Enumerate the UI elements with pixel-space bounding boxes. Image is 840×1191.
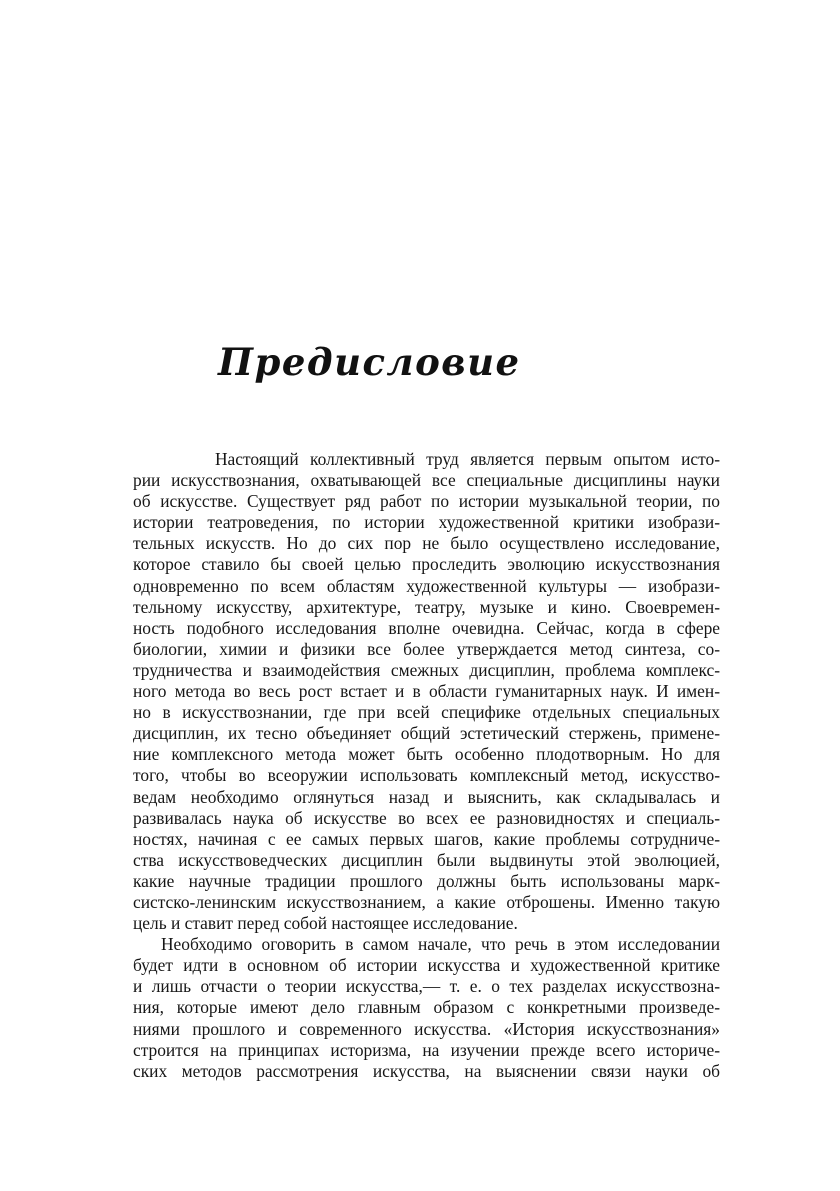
- text-line: ства искусствоведческих дисциплин были выдвинуты этой эволюцией,: [133, 849, 720, 870]
- text-line: тельному искусству, архитектуре, театру, музыке и кино. Своевремен-: [133, 596, 720, 617]
- text-line: рии искусствознания, охватывающей все специальные дисциплины науки: [133, 470, 720, 491]
- text-line: развивалась наука об искусстве во всех ее разновидностях и специаль-: [133, 807, 720, 828]
- text-line: ность подобного исследования вполне очевидна. Сейчас, когда в сфере: [133, 617, 720, 638]
- text-line: ного метода во весь рост встает и в области гуманитарных наук. И имен-: [133, 681, 720, 702]
- text-line: истории театроведения, по истории художественной критики изобрази-: [133, 512, 720, 533]
- text-line: ния, которые имеют дело главным образом с конкретными произведе-: [133, 997, 720, 1018]
- text-line: ние комплексного метода может быть особенно плодотворным. Но для: [133, 744, 720, 765]
- text-line: об искусстве. Существует ряд работ по истории музыкальной теории, по: [133, 491, 720, 512]
- text-line: строится на принципах историзма, на изучении прежде всего историче-: [133, 1039, 720, 1060]
- text-line: одновременно по всем областям художественной культуры — изобрази-: [133, 575, 720, 596]
- text-line: тельных искусств. Но до сих пор не было осуществлено исследование,: [133, 533, 720, 554]
- text-line: цель и ставит перед собой настоящее исследование.: [133, 913, 518, 934]
- text-line: ских методов рассмотрения искусства, на выяснении связи науки об: [133, 1060, 720, 1081]
- text-line: ведам необходимо оглянуться назад и выяснить, как складывалась и: [133, 786, 720, 807]
- text-line: ниями прошлого и современного искусства. «История искусствознания»: [133, 1018, 720, 1039]
- text-line: будет идти в основном об истории искусства и художественной критике: [133, 955, 720, 976]
- text-line: Настоящий коллективный труд является первым опытом исто-: [215, 449, 720, 469]
- text-line: трудничества и взаимодействия смежных дисциплин, проблема комплекс-: [133, 659, 720, 680]
- text-line: ностях, начиная с ее самых первых шагов, какие проблемы сотрудниче-: [133, 828, 720, 849]
- body-text: [133, 449, 720, 1082]
- chapter-title: Предисловие: [218, 340, 521, 384]
- paragraph-1: [133, 449, 720, 934]
- text-line: того, чтобы во всеоружии использовать комплексный метод, искусство-: [133, 765, 720, 786]
- text-line: биологии, химии и физики все более утверждается метод синтеза, со-: [133, 638, 720, 659]
- text-line: и лишь отчасти о теории искусства,— т. е. о тех разделах искусствозна-: [133, 976, 720, 997]
- text-line: дисциплин, их тесно объединяет общий эстетический стержень, примене-: [133, 723, 720, 744]
- paragraph-2: [133, 934, 720, 1082]
- text-line: систско-ленинским искусствознанием, а какие отброшены. Именно такую: [133, 891, 720, 912]
- text-line: но в искусствознании, где при всей специфике отдельных специальных: [133, 702, 720, 723]
- text-line: которое ставило бы своей целью проследить эволюцию искусствознания: [133, 554, 720, 575]
- text-line: какие научные традиции прошлого должны быть использованы марк-: [133, 870, 720, 891]
- text-line: Необходимо оговорить в самом начале, что речь в этом исследовании: [161, 934, 720, 955]
